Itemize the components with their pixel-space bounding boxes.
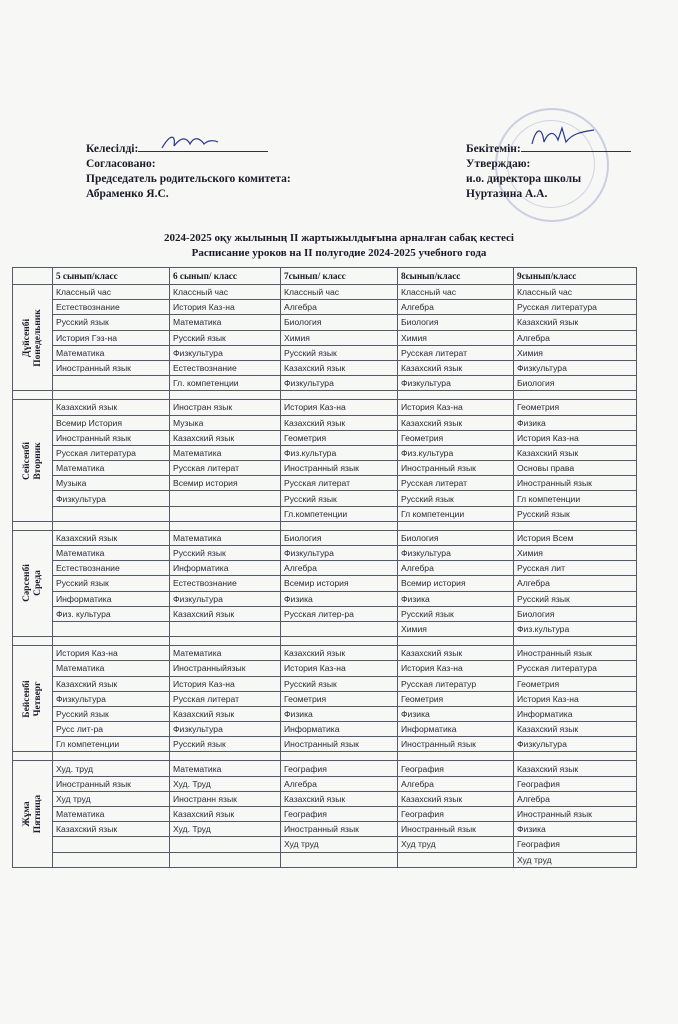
table-row [13,646,637,661]
lesson-cell: Физ.культура [514,621,637,636]
lesson-cell: История Каз-на [398,661,514,676]
lesson-cell: Математика [53,661,170,676]
lesson-cell: Иностранный язык [514,476,637,491]
day-label [22,680,44,717]
day-label [22,442,44,480]
lesson-cell: Математика [170,646,281,661]
table-row [13,822,637,837]
lesson-cell: Иностранный язык [514,807,637,822]
table-row [13,315,637,330]
lesson-cell: Русская литература [514,300,637,315]
lesson-cell: Классный час [53,285,170,300]
table-row [13,415,637,430]
lesson-cell: Иностранный язык [398,461,514,476]
lesson-cell: Иностранный язык [281,822,398,837]
separator-cell [514,391,637,400]
table-row [13,360,637,375]
lesson-cell: Информатика [170,561,281,576]
table-row [13,591,637,606]
lesson-cell: Русская литература [514,661,637,676]
lesson-cell: Химия [398,330,514,345]
lesson-cell: Химия [514,546,637,561]
day-label-line: Бейсенбі [21,680,32,718]
table-row [13,376,637,391]
lesson-cell: Математика [53,461,170,476]
lesson-cell: Физика [281,591,398,606]
lesson-cell: Физкультура [514,360,637,375]
lesson-cell: Казахский язык [514,722,637,737]
lesson-cell: Иностранный язык [281,461,398,476]
table-row [13,791,637,806]
lesson-cell: Классный час [281,285,398,300]
lesson-cell: История Каз-на [514,430,637,445]
table-row [13,430,637,445]
lesson-cell: Классный час [398,285,514,300]
lesson-cell: Казахский язык [53,530,170,545]
lesson-cell [170,506,281,521]
lesson-cell: Казахский язык [170,807,281,822]
day-label-line: Сәрсенбі [21,564,32,603]
lesson-cell: Математика [170,445,281,460]
lesson-cell: Русс лит-ра [53,722,170,737]
schedule-title-kz: 2024-2025 оқу жылының ІІ жартыжылдығына арналған сабақ кестесі [164,232,514,244]
day-label-line: Жұма [21,801,32,827]
separator-cell [514,521,637,530]
separator-cell [170,752,281,761]
lesson-cell: Казахский язык [281,360,398,375]
table-row [13,300,637,315]
lesson-cell: Худ труд [514,852,637,867]
schedule-body [13,285,637,868]
lesson-cell [53,852,170,867]
lesson-cell: Казахский язык [514,761,637,776]
separator-cell [13,521,53,530]
lesson-cell: Гл.компетенции [281,506,398,521]
separator-cell [53,391,170,400]
lesson-cell: Русская литер-ра [281,606,398,621]
lesson-cell: Математика [170,761,281,776]
lesson-cell: Алгебра [398,776,514,791]
lesson-cell: Информатика [514,706,637,721]
lesson-cell [398,852,514,867]
lesson-cell: Естествознание [53,300,170,315]
lesson-cell: Физкультура [398,546,514,561]
day-cell [13,646,53,752]
lesson-cell: Алгебра [281,561,398,576]
schedule-title-ru: Расписание уроков на ІІ полугодие 2024-2025 учебного года [191,247,487,259]
lesson-cell [53,837,170,852]
lesson-cell: Казахский язык [281,791,398,806]
lesson-cell: Гл компетенции [398,506,514,521]
lesson-cell: Математика [170,315,281,330]
separator-cell [13,752,53,761]
lesson-cell: География [514,837,637,852]
table-row [13,722,637,737]
lesson-cell: Биология [398,315,514,330]
lesson-cell: Физкультура [398,376,514,391]
lesson-cell: Физкультура [170,591,281,606]
lesson-cell: География [281,761,398,776]
lesson-cell: Казахский язык [53,676,170,691]
lesson-cell: Худ труд [53,791,170,806]
lesson-cell: Иностранный язык [53,776,170,791]
lesson-cell: Гл компетенции [514,491,637,506]
lesson-cell: Казахский язык [281,415,398,430]
separator-cell [13,637,53,646]
separator-cell [53,521,170,530]
lesson-cell: География [398,761,514,776]
lesson-cell: Информатика [53,591,170,606]
lesson-cell: История Каз-на [398,400,514,415]
lesson-cell: Русский язык [281,676,398,691]
lesson-cell: Физ. культура [53,606,170,621]
day-label-line: Четверг [32,681,43,717]
lesson-cell: История Каз-на [281,661,398,676]
table-row [13,546,637,561]
lesson-cell: Худ. Труд [170,776,281,791]
lesson-cell: Алгебра [281,776,398,791]
lesson-cell: Русская литерат [398,345,514,360]
lesson-cell: Физ.культура [398,445,514,460]
lesson-cell [53,376,170,391]
lesson-cell: География [398,807,514,822]
table-row [13,491,637,506]
table-row [13,445,637,460]
lesson-cell: Естествознание [170,360,281,375]
signature-left [160,132,220,154]
lesson-cell [170,852,281,867]
lesson-cell: Казахский язык [53,400,170,415]
committee-chair-name: Абраменко Я.С. [86,188,169,200]
lesson-cell: Физика [398,706,514,721]
lesson-cell: Русская литерат [281,476,398,491]
separator-cell [514,637,637,646]
lesson-cell: Математика [53,807,170,822]
lesson-cell [281,852,398,867]
lesson-cell: Биология [281,530,398,545]
lesson-cell: Физика [398,591,514,606]
lesson-cell: Информатика [281,722,398,737]
table-row [13,476,637,491]
lesson-cell: Русский язык [398,606,514,621]
director-name: Нуртазина А.А. [466,188,548,200]
lesson-cell: Алгебра [514,330,637,345]
lesson-cell: Всемир история [170,476,281,491]
table-row [13,807,637,822]
lesson-cell: Физ.культура [281,445,398,460]
lesson-cell: Алгебра [281,300,398,315]
lesson-cell: Физкультура [514,737,637,752]
lesson-cell: Биология [514,606,637,621]
table-row [13,330,637,345]
separator-cell [281,521,398,530]
table-row [13,506,637,521]
lesson-cell: Физкультура [170,345,281,360]
lesson-cell: Всемир история [281,576,398,591]
lesson-cell: Русский язык [514,591,637,606]
lesson-cell: Музыка [170,415,281,430]
day-column-header [13,268,53,285]
day-label [22,309,44,367]
table-row [13,561,637,576]
lesson-cell: Казахский язык [170,430,281,445]
lesson-cell: История Гэз-на [53,330,170,345]
lesson-cell: Иностранный язык [398,737,514,752]
lesson-cell: История Каз-на [281,400,398,415]
separator-cell [13,391,53,400]
separator-cell [53,752,170,761]
lesson-cell: Химия [281,330,398,345]
lesson-cell: Русская литерат [170,461,281,476]
lesson-cell: Русская лит [514,561,637,576]
lesson-cell: Алгебра [398,561,514,576]
lesson-cell: Худ труд [281,837,398,852]
lesson-cell: Информатика [398,722,514,737]
lesson-cell: Физкультура [53,491,170,506]
committee-chair-title: Председатель родительского комитета: [86,173,291,185]
day-label-line: Дүйсенбі [21,318,32,357]
col-header: 9сынып/класс [514,268,637,285]
lesson-cell: Русская литерат [170,691,281,706]
day-label [22,565,44,603]
approval-block-right [466,141,666,202]
approved-label-kz: Бекітемін: [466,143,521,155]
lesson-cell: Алгебра [398,300,514,315]
lesson-cell: Казахский язык [170,606,281,621]
lesson-cell: Казахский язык [170,706,281,721]
day-separator-row [13,521,637,530]
lesson-cell: Иностранный язык [53,360,170,375]
lesson-cell: Худ. труд [53,761,170,776]
day-label-line: Вторник [32,441,43,480]
day-separator-row [13,391,637,400]
lesson-cell [281,621,398,636]
table-row [13,621,637,636]
day-label [22,795,44,833]
lesson-cell: Русский язык [53,315,170,330]
lesson-cell: Всемир история [398,576,514,591]
lesson-cell: Казахский язык [398,791,514,806]
lesson-cell: Математика [170,530,281,545]
lesson-cell: Естествознание [53,561,170,576]
lesson-cell: Русский язык [53,576,170,591]
lesson-cell [170,491,281,506]
lesson-cell: Физика [281,706,398,721]
table-row [13,852,637,867]
lesson-cell: История Каз-на [514,691,637,706]
lesson-cell: Казахский язык [398,360,514,375]
lesson-cell: Физика [514,822,637,837]
header-row [13,268,637,285]
lesson-cell: Русская литература [53,445,170,460]
lesson-cell: Русский язык [170,546,281,561]
lesson-cell: Русский язык [170,737,281,752]
lesson-cell: География [514,776,637,791]
separator-cell [170,637,281,646]
lesson-cell: Биология [398,530,514,545]
lesson-cell: Худ труд [398,837,514,852]
day-cell [13,530,53,636]
day-label-line: Пятница [32,794,43,834]
separator-cell [281,391,398,400]
day-label-line: Среда [32,570,43,597]
lesson-cell: Геометрия [514,676,637,691]
lesson-cell: Иностранныйязык [170,661,281,676]
agreed-label-ru: Согласовано: [86,158,156,170]
lesson-cell: Геометрия [281,430,398,445]
table-row [13,676,637,691]
lesson-cell: Биология [514,376,637,391]
director-title: и.о. директора школы [466,173,582,185]
lesson-cell: Математика [53,546,170,561]
lesson-cell: Иностранный язык [281,737,398,752]
separator-cell [398,752,514,761]
approved-label-ru: Утверждаю: [466,158,531,170]
lesson-cell: Основы права [514,461,637,476]
separator-cell [398,637,514,646]
table-row [13,400,637,415]
agreed-label-kz: Келесілді: [86,143,139,155]
day-cell [13,761,53,867]
lesson-cell: История Всем [514,530,637,545]
table-row [13,761,637,776]
lesson-cell: Иностранн язык [170,791,281,806]
lesson-cell: Казахский язык [398,415,514,430]
day-separator-row [13,637,637,646]
separator-cell [281,637,398,646]
table-row [13,576,637,591]
lesson-cell: Русский язык [53,706,170,721]
lesson-cell: Гл. компетенции [170,376,281,391]
lesson-cell: Казахский язык [514,315,637,330]
table-row [13,530,637,545]
lesson-cell: Музыка [53,476,170,491]
separator-cell [53,637,170,646]
lesson-cell: Казахский язык [53,822,170,837]
lesson-cell: Физкультура [53,691,170,706]
table-row [13,737,637,752]
lesson-cell [53,506,170,521]
col-header: 7сынып/ класс [281,268,398,285]
table-row [13,706,637,721]
separator-cell [281,752,398,761]
separator-cell [398,391,514,400]
separator-cell [398,521,514,530]
lesson-cell: Физкультура [170,722,281,737]
table-row [13,691,637,706]
lesson-cell: Иностранный язык [398,822,514,837]
lesson-cell: История Каз-на [53,646,170,661]
lesson-cell: Казахский язык [514,445,637,460]
lesson-cell: Геометрия [398,691,514,706]
lesson-cell [170,621,281,636]
day-separator-row [13,752,637,761]
lesson-cell: Классный час [514,285,637,300]
table-row [13,661,637,676]
lesson-cell: Химия [398,621,514,636]
lesson-cell: Русская литерат [398,476,514,491]
lesson-cell: Казахский язык [281,646,398,661]
lesson-cell: Русская литератур [398,676,514,691]
lesson-cell: Алгебра [514,791,637,806]
lesson-cell: История Каз-на [170,676,281,691]
lesson-cell: Русский язык [514,506,637,521]
schedule-table [12,267,637,868]
lesson-cell: Всемир История [53,415,170,430]
lesson-cell: Гл компетенции [53,737,170,752]
lesson-cell: Геометрия [281,691,398,706]
lesson-cell [170,837,281,852]
lesson-cell: Иностранный язык [514,646,637,661]
lesson-cell: Физкультура [281,546,398,561]
lesson-cell [53,621,170,636]
col-header: 6 сынып/ класс [170,268,281,285]
lesson-cell: Химия [514,345,637,360]
lesson-cell: Физкультура [281,376,398,391]
lesson-cell: Казахский язык [398,646,514,661]
day-cell [13,400,53,522]
lesson-cell: Русский язык [281,491,398,506]
lesson-cell: Геометрия [398,430,514,445]
lesson-cell: Русский язык [398,491,514,506]
col-header: 8сынып/класс [398,268,514,285]
separator-cell [170,521,281,530]
lesson-cell: Классный час [170,285,281,300]
lesson-cell: Естествознание [170,576,281,591]
separator-cell [514,752,637,761]
table-row [13,461,637,476]
table-row [13,837,637,852]
day-label-line: Понедельник [32,308,43,367]
col-header: 5 сынып/класс [53,268,170,285]
table-row [13,776,637,791]
table-row [13,285,637,300]
lesson-cell: Иностранный язык [53,430,170,445]
lesson-cell: История Каз-на [170,300,281,315]
day-cell [13,285,53,391]
lesson-cell: Худ. Труд [170,822,281,837]
separator-cell [170,391,281,400]
table-row [13,606,637,621]
signature-right [528,124,598,150]
lesson-cell: Физика [514,415,637,430]
lesson-cell: Математика [53,345,170,360]
lesson-cell: Алгебра [514,576,637,591]
day-label-line: Сейсенбі [21,441,32,480]
lesson-cell: Русский язык [281,345,398,360]
lesson-cell: Русский язык [170,330,281,345]
table-row [13,345,637,360]
lesson-cell: Геометрия [514,400,637,415]
lesson-cell: География [281,807,398,822]
lesson-cell: Иностран язык [170,400,281,415]
lesson-cell: Биология [281,315,398,330]
